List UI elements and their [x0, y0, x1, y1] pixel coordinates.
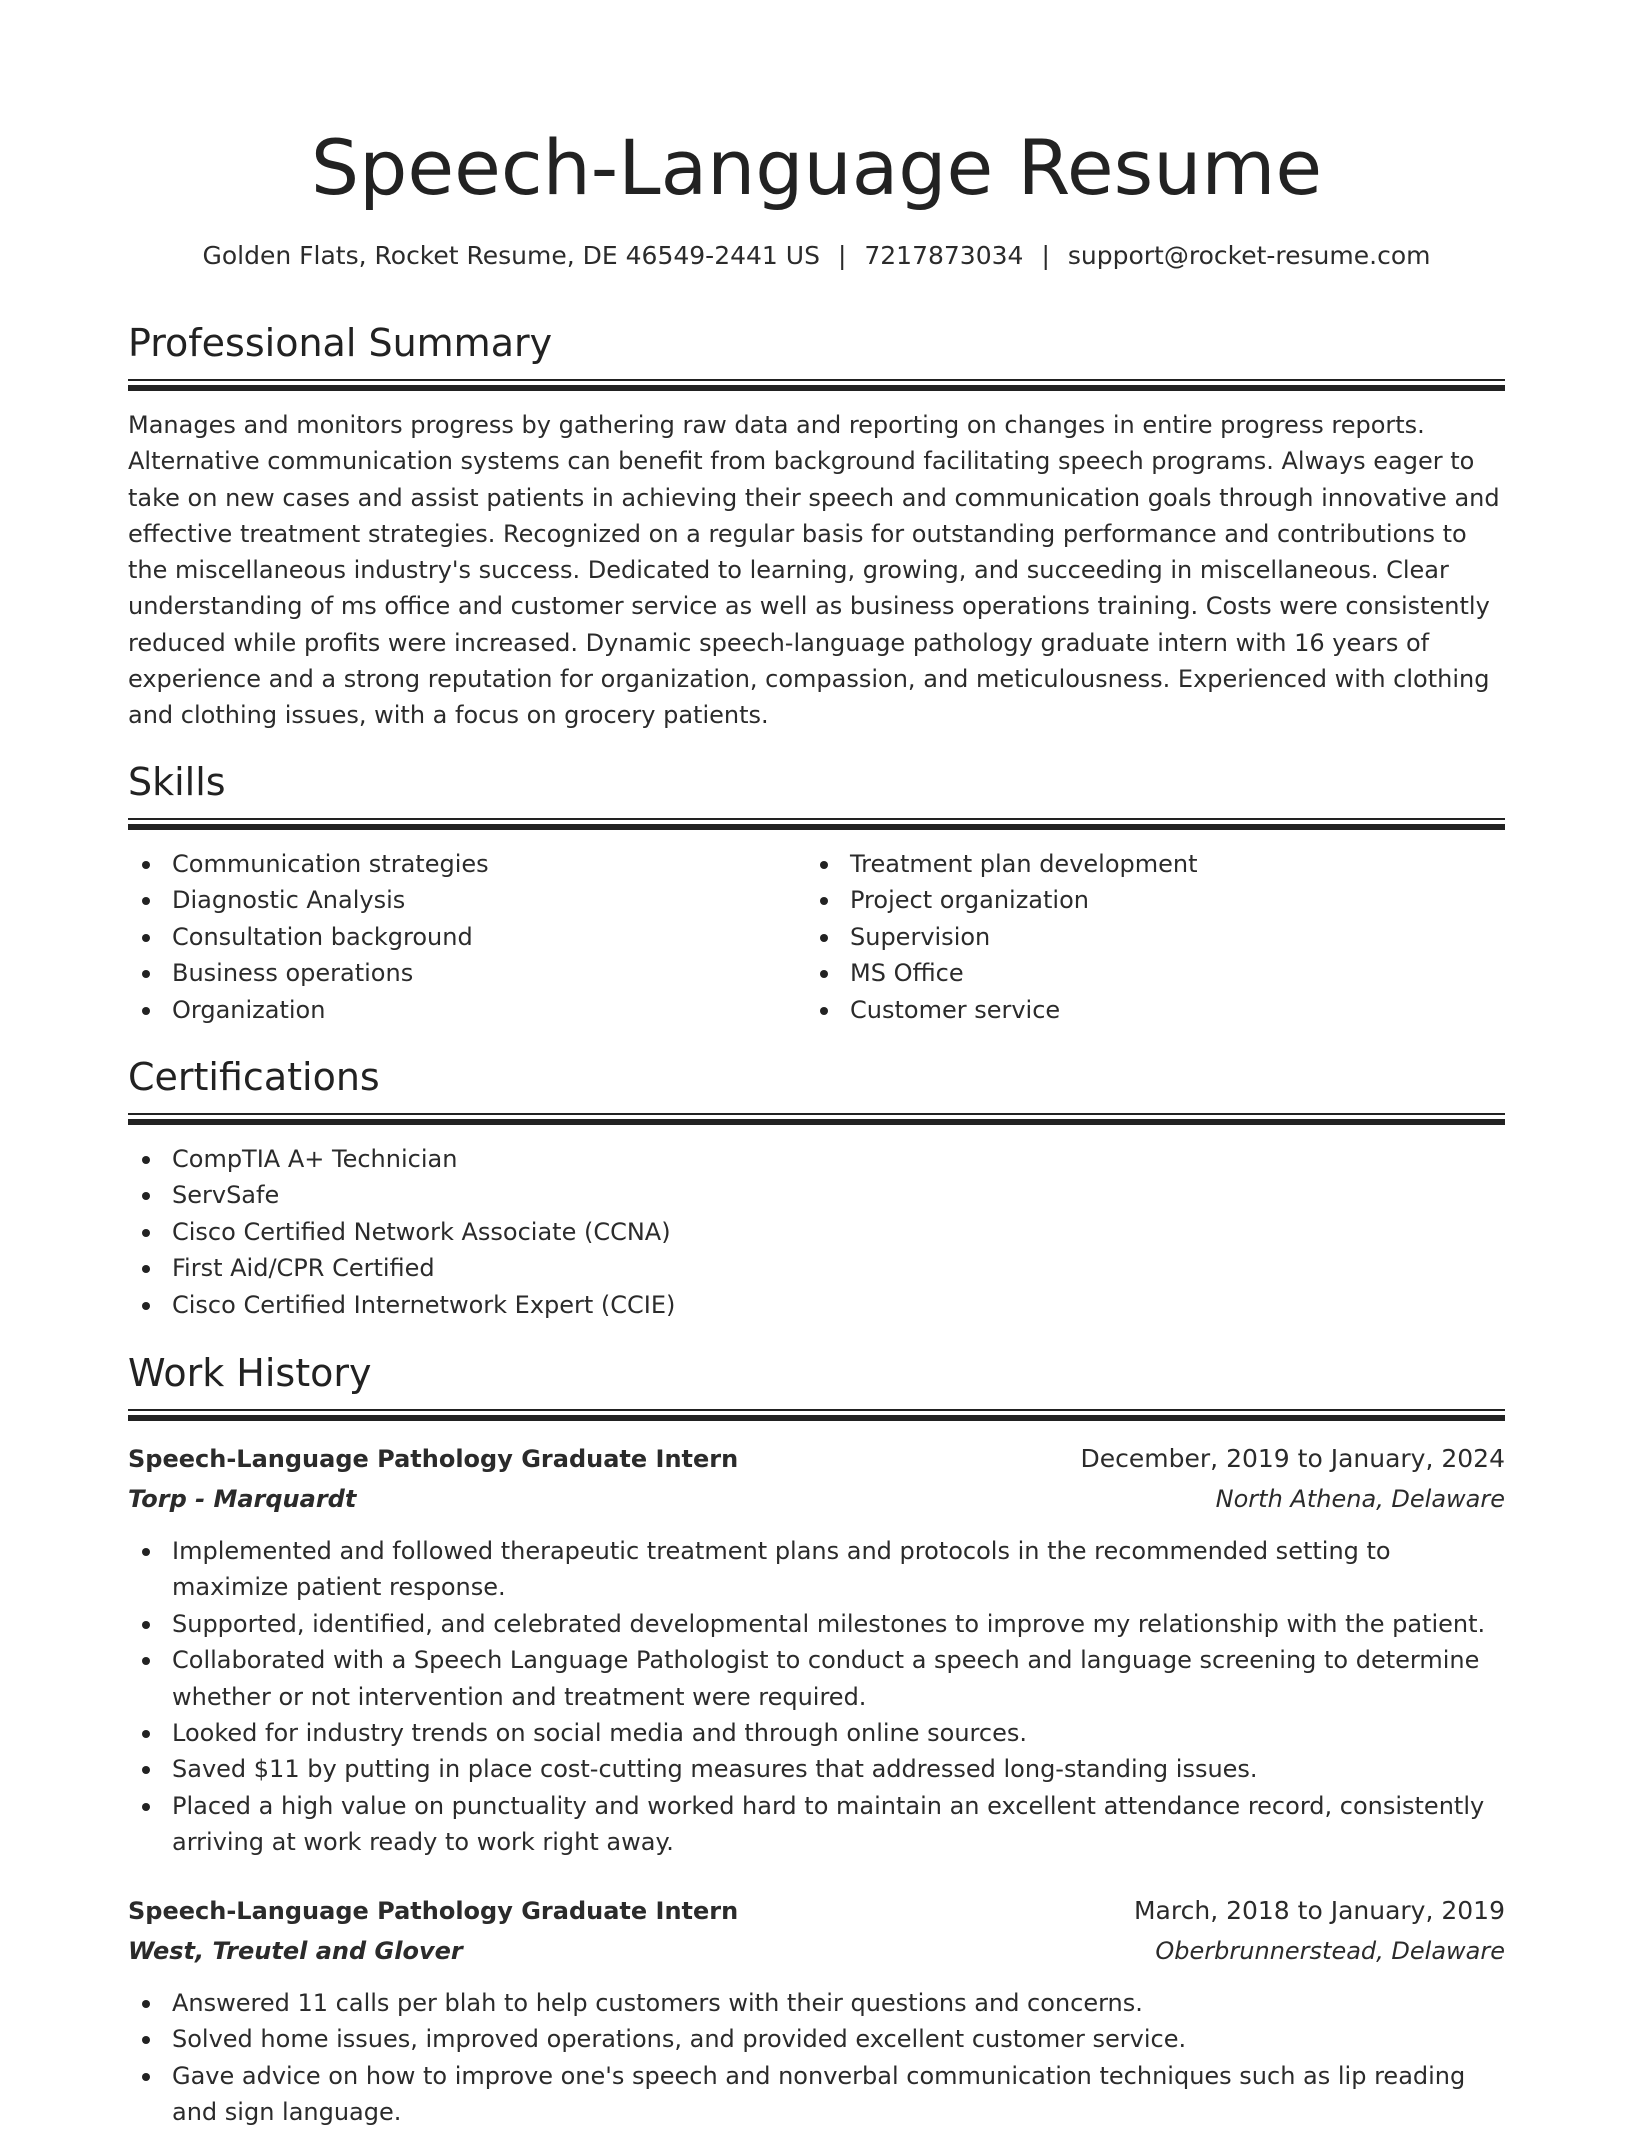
work-history-divider [128, 1409, 1505, 1419]
contact-email: support@rocket-resume.com [1067, 241, 1431, 270]
job-duty-item: Looked for industry trends on social media and through online sources. [128, 1715, 1505, 1751]
skill-item: Customer service [806, 992, 1496, 1028]
job-dates: March, 2018 to January, 2019 [1133, 1896, 1505, 1925]
job-title: Speech-Language Pathology Graduate Intern [128, 1897, 739, 1925]
skills-list-left [128, 846, 788, 1028]
contact-address: Golden Flats, Rocket Resume, DE 46549-2441 US [202, 241, 820, 270]
work-history-heading: Work History [128, 1351, 372, 1395]
job-duty-item: Collaborated with a Speech Language Pathologist to conduct a speech and language screening to determine whether or not intervention and treatment were required. [128, 1642, 1505, 1715]
job-duty-item: Supported, identified, and celebrated developmental milestones to improve my relationship with the patient. [128, 1606, 1505, 1642]
skill-item: Consultation background [128, 919, 788, 955]
job-duty-item: Placed a high value on punctuality and worked hard to maintain an excellent attendance record, consistently arriving at work ready to work right away. [128, 1788, 1505, 1861]
certification-item: CompTIA A+ Technician [128, 1141, 1505, 1177]
skills-heading: Skills [128, 760, 226, 804]
job-location: North Athena, Delaware [1215, 1485, 1505, 1513]
job-company: Torp - Marquardt [128, 1485, 357, 1513]
certifications-heading: Certifications [128, 1055, 380, 1099]
job-title: Speech-Language Pathology Graduate Intern [128, 1445, 739, 1473]
contact-separator: | [1041, 241, 1050, 270]
summary-text: Manages and monitors progress by gathering raw data and reporting on changes in entire progress reports. Alternative communication systems can benefit from background facilitating speech programs. Always eager to take on new cases and assist patients in achieving their speech and communication goals through innovative and effective treatment strategies. Recognized on a regular basis for outstanding performance and contributions to the miscellaneous industry's success. Dedicated to learning, growing, and succeeding in miscellaneous. Clear understanding of ms office and customer service as well as business operations training. Costs were consistently reduced while profits were increased. Dynamic speech-language pathology graduate intern with 16 years of experience and a strong reputation for organization, compassion, and meticulousness. Experienced with clothing and clothing issues, with a focus on grocery patients. [128, 411, 1500, 730]
skill-item: Supervision [806, 919, 1496, 955]
job-dates: December, 2019 to January, 2024 [1080, 1444, 1505, 1473]
summary-divider [128, 379, 1505, 389]
skills-list-right [806, 846, 1496, 1028]
resume-title: Speech-Language Resume [310, 123, 1323, 212]
job-location: Oberbrunnerstead, Delaware [1155, 1937, 1505, 1965]
certification-item: Cisco Certified Network Associate (CCNA) [128, 1214, 1505, 1250]
skill-item: Project organization [806, 882, 1496, 918]
job-duty-item: Gave advice on how to improve one's speech and nonverbal communication techniques such as lip reading and sign language. [128, 2058, 1505, 2131]
skill-item: Treatment plan development [806, 846, 1496, 882]
contact-line [128, 236, 1505, 276]
contact-separator: | [837, 241, 847, 270]
skill-item: Diagnostic Analysis [128, 882, 788, 918]
certification-item: Cisco Certified Internetwork Expert (CCIE) [128, 1287, 1505, 1323]
job-company: West, Treutel and Glover [128, 1937, 463, 1965]
job-duties-list [128, 1985, 1505, 2131]
certifications-list [128, 1141, 1505, 1323]
job-duty-item: Solved home issues, improved operations, and provided excellent customer service. [128, 2021, 1505, 2057]
job-duty-item: Saved $11 by putting in place cost-cutting measures that addressed long-standing issues. [128, 1751, 1505, 1787]
job-duty-item: Implemented and followed therapeutic treatment plans and protocols in the recommended setting to maximize patient response. [128, 1533, 1505, 1606]
skills-divider [128, 818, 1505, 828]
contact-phone: 7217873034 [864, 241, 1024, 270]
skill-item: MS Office [806, 955, 1496, 991]
job-duty-item: Answered 11 calls per blah to help customers with their questions and concerns. [128, 1985, 1505, 2021]
skill-item: Organization [128, 992, 788, 1028]
certifications-divider [128, 1113, 1505, 1123]
skill-item: Communication strategies [128, 846, 788, 882]
certification-item: First Aid/CPR Certified [128, 1250, 1505, 1286]
job-duties-list [128, 1533, 1505, 1861]
skill-item: Business operations [128, 955, 788, 991]
summary-heading: Professional Summary [128, 321, 553, 365]
certification-item: ServSafe [128, 1177, 1505, 1213]
